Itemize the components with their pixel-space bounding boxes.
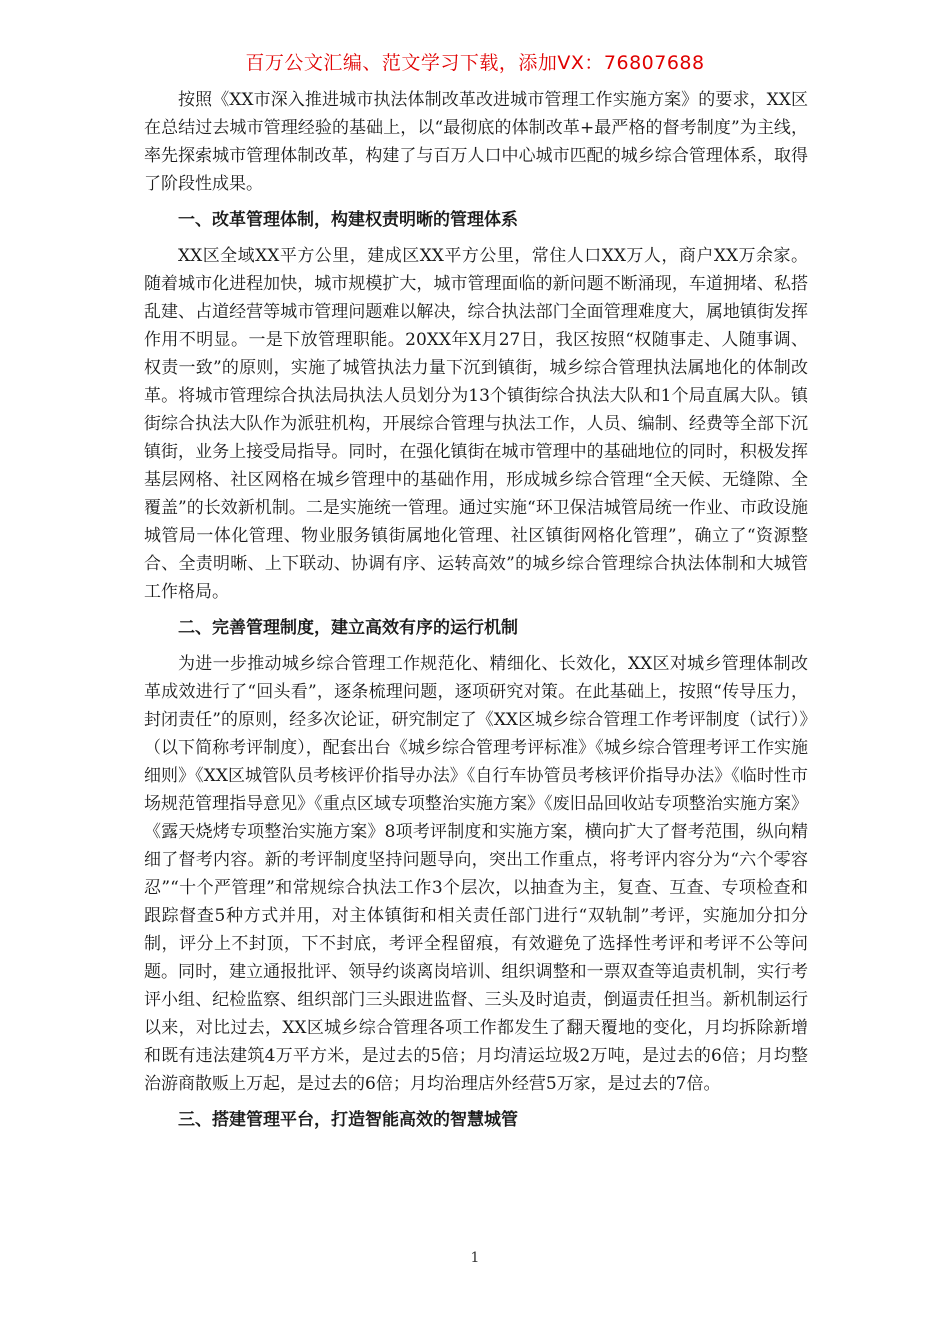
section-body-2: 为进一步推动城乡综合管理工作规范化、精细化、长效化，XX区对城乡管理体制改革成效进行了“回头看”，逐条梳理问题，逐项研究对策。在此基础上，按照“传导压力，封闭责任”的原则，经多次论证，研究制定了《XX区城乡综合管理工作考评制度（试行）》（以下简称考评制度），配套出台《城乡综合管理考评标准》《城乡综合管理考评工作实施细则》《XX区城管队员考核评价指导办法》《自行车协管员考核评价指导办法》《临时性市场规范管理指导意见》《重点区域专项整治实施方案》《废旧品回收站专项整治实施方案》《露天烧烤专项整治实施方案》8项考评制度和实施方案，横向扩大了督考范围，纵向精细了督考内容。新的考评制度坚持问题导向，突出工作重点，将考评内容分为“六个零容忍”“十个严管理”和常规综合执法工作3个层次，以抽查为主，复查、互查、专项检查和跟踪督查5种方式并用，对主体镇街和相关责任部门进行“双轨制”考评，实施加分扣分制，评分上不封顶，下不封底，考评全程留痕，有效避免了选择性考评和考评不公等问题。同时，建立通报批评、领导约谈离岗培训、组织调整和一票双查等追责机制，实行考评小组、纪检监察、组织部门三头跟进监督、三头及时追责，倒逼责任担当。新机制运行以来，对比过去，XX区城乡综合管理各项工作都发生了翻天覆地的变化，月均拆除新增和既有违法建筑4万平方米，是过去的5倍；月均清运垃圾2万吨，是过去的6倍；月均整治游商散贩上万起，是过去的6倍；月均治理店外经营5万家，是过去的7倍。 — [144, 654, 808, 1094]
intro-paragraph: 按照《XX市深入推进城市执法体制改革改进城市管理工作实施方案》的要求，XX区在总结过去城市管理经验的基础上，以“最彻底的体制改革+最严格的督考制度”为主线，率先探索城市管理体制改革，构建了与百万人口中心城市匹配的城乡综合管理体系，取得了阶段性成果。 — [144, 90, 808, 194]
section-heading-2: 二、完善管理制度，建立高效有序的运行机制 — [178, 618, 518, 638]
section-body-1: XX区全域XX平方公里，建成区XX平方公里，常住人口XX万人，商户XX万余家。随着城市化进程加快，城市规模扩大，城市管理面临的新问题不断涌现，车道拥堵、私搭乱建、占道经营等城市管理问题难以解决，综合执法部门全面管理难度大，属地镇街发挥作用不明显。一是下放管理职能。20XX年X月27日，我区按照“权随事走、人随事调、权责一致”的原则，实施了城管执法力量下沉到镇街，城乡综合管理执法属地化的体制改革。将城市管理综合执法局执法人员划分为13个镇街综合执法大队和1个局直属大队。镇街综合执法大队作为派驻机构，开展综合管理与执法工作，人员、编制、经费等全部下沉镇街，业务上接受局指导。同时，在强化镇街在城市管理中的基础地位的同时，积极发挥基层网格、社区网格在城乡管理中的基础作用，形成城乡综合管理“全天候、无缝隙、全覆盖”的长效新机制。二是实施统一管理。通过实施“环卫保洁城管局统一作业、市政设施城管局一体化管理、物业服务镇街属地化管理、社区镇街网格化管理”，确立了“资源整合、全责明晰、上下联动、协调有序、运转高效”的城乡综合管理综合执法体制和大城管工作格局。 — [144, 246, 808, 602]
page-number: 1 — [470, 1250, 480, 1266]
section-heading-3: 三、搭建管理平台，打造智能高效的智慧城管 — [178, 1110, 518, 1130]
promo-banner: 百万公文汇编、范文学习下载，添加VX：76807688 — [245, 52, 705, 74]
section-heading-1: 一、改革管理体制，构建权责明晰的管理体系 — [178, 210, 518, 230]
document-body — [144, 86, 808, 1142]
